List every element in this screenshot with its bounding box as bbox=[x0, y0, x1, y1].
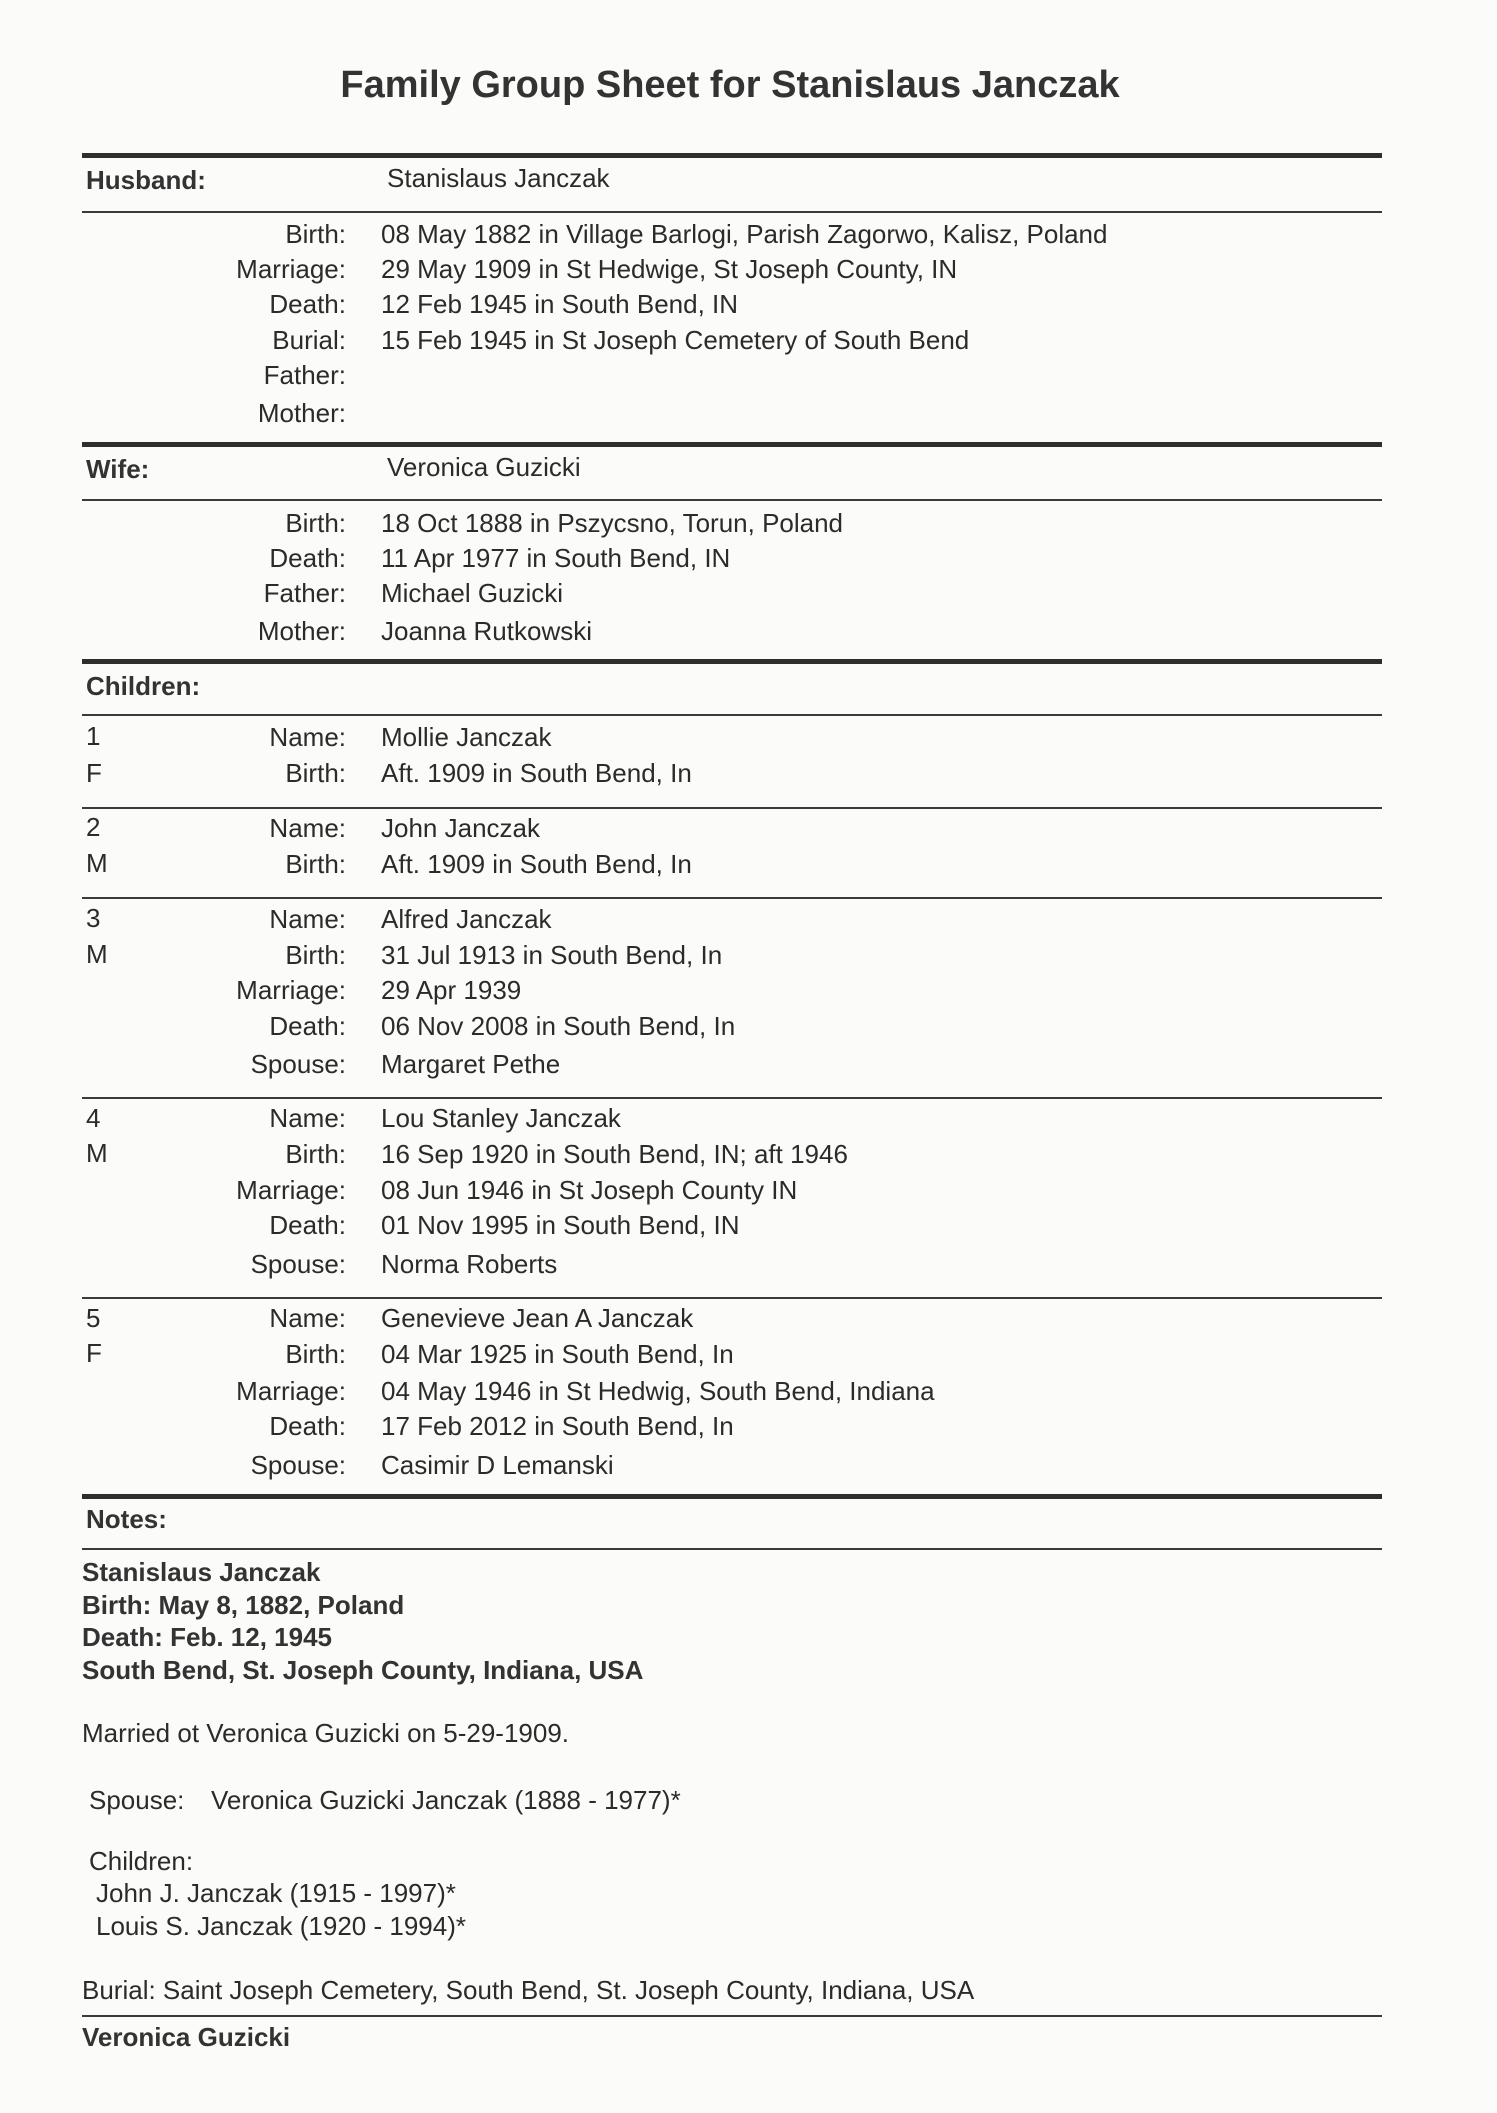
row-divider bbox=[82, 499, 1382, 501]
notes-label: Notes: bbox=[86, 1504, 167, 1534]
fact-label: Birth: bbox=[285, 1339, 346, 1369]
child-sex: M bbox=[86, 1138, 108, 1168]
note-child-line: Louis S. Janczak (1920 - 1994)* bbox=[96, 1911, 466, 1941]
note-bold-line: Birth: May 8, 1882, Poland bbox=[82, 1590, 405, 1620]
fact-label: Father: bbox=[263, 578, 346, 608]
fact-value: Lou Stanley Janczak bbox=[381, 1103, 621, 1133]
fact-value: Aft. 1909 in South Bend, In bbox=[381, 758, 692, 788]
row-divider bbox=[82, 714, 1382, 716]
note-child-line: John J. Janczak (1915 - 1997)* bbox=[96, 1878, 456, 1908]
fact-label: Name: bbox=[269, 813, 346, 843]
fact-label: Birth: bbox=[285, 1139, 346, 1169]
fact-value: Mollie Janczak bbox=[381, 722, 552, 752]
fact-value: Joanna Rutkowski bbox=[381, 616, 592, 646]
fact-value: Norma Roberts bbox=[381, 1249, 558, 1279]
note-married: Married ot Veronica Guzicki on 5-29-1909. bbox=[82, 1718, 570, 1748]
row-divider bbox=[82, 807, 1382, 809]
child-number: 2 bbox=[86, 812, 101, 842]
fact-label: Marriage: bbox=[236, 254, 346, 284]
fact-label: Mother: bbox=[257, 398, 346, 428]
fact-value: 16 Sep 1920 in South Bend, IN; aft 1946 bbox=[381, 1139, 848, 1169]
child-number: 3 bbox=[86, 903, 101, 933]
fact-label: Name: bbox=[269, 722, 346, 752]
fact-label: Marriage: bbox=[236, 1175, 346, 1205]
fact-label: Death: bbox=[269, 1210, 346, 1240]
children-label: Children: bbox=[86, 671, 201, 701]
child-sex: M bbox=[86, 848, 108, 878]
fact-value: 18 Oct 1888 in Pszycsno, Torun, Poland bbox=[381, 508, 844, 538]
fact-label: Father: bbox=[263, 360, 346, 390]
fact-value: Genevieve Jean A Janczak bbox=[381, 1303, 694, 1333]
fact-label: Spouse: bbox=[250, 1049, 346, 1079]
fact-label: Death: bbox=[269, 1011, 346, 1041]
section-divider bbox=[82, 659, 1382, 664]
row-divider bbox=[82, 2015, 1382, 2017]
fact-label: Birth: bbox=[285, 849, 346, 879]
fact-value: 12 Feb 1945 in South Bend, IN bbox=[381, 289, 739, 319]
note-burial: Burial: Saint Joseph Cemetery, South Bend, St. Joseph County, Indiana, USA bbox=[82, 1975, 975, 2005]
husband-label: Husband: bbox=[86, 165, 206, 195]
section-divider bbox=[82, 442, 1382, 447]
fact-label: Marriage: bbox=[236, 975, 346, 1005]
fact-label: Birth: bbox=[285, 940, 346, 970]
row-divider bbox=[82, 1548, 1382, 1550]
fact-value: 31 Jul 1913 in South Bend, In bbox=[381, 940, 723, 970]
fact-value: Casimir D Lemanski bbox=[381, 1450, 614, 1480]
note-spouse-value: Veronica Guzicki Janczak (1888 - 1977)* bbox=[211, 1785, 681, 1815]
child-number: 1 bbox=[86, 721, 101, 751]
note-children-label: Children: bbox=[89, 1846, 194, 1876]
fact-label: Mother: bbox=[257, 616, 346, 646]
child-sex: M bbox=[86, 939, 108, 969]
row-divider bbox=[82, 1097, 1382, 1099]
child-sex: F bbox=[86, 758, 102, 788]
fact-value: 15 Feb 1945 in St Joseph Cemetery of South Bend bbox=[381, 325, 970, 355]
fact-value: Michael Guzicki bbox=[381, 578, 564, 608]
next-note-heading: Veronica Guzicki bbox=[82, 2022, 291, 2052]
fact-label: Name: bbox=[269, 1103, 346, 1133]
section-divider bbox=[82, 153, 1382, 158]
note-bold-line: Stanislaus Janczak bbox=[82, 1557, 321, 1587]
husband-name: Stanislaus Janczak bbox=[387, 163, 610, 193]
row-divider bbox=[82, 897, 1382, 899]
fact-value: 08 Jun 1946 in St Joseph County IN bbox=[381, 1175, 798, 1205]
fact-label: Death: bbox=[269, 289, 346, 319]
wife-label: Wife: bbox=[86, 454, 150, 484]
wife-name: Veronica Guzicki bbox=[387, 452, 581, 482]
note-spouse-label: Spouse: bbox=[89, 1785, 185, 1815]
page-title: Family Group Sheet for Stanislaus Janczak bbox=[340, 64, 1120, 106]
fact-label: Death: bbox=[269, 543, 346, 573]
fact-value: John Janczak bbox=[381, 813, 540, 843]
fact-label: Name: bbox=[269, 1303, 346, 1333]
fact-value: Aft. 1909 in South Bend, In bbox=[381, 849, 692, 879]
fact-value: 17 Feb 2012 in South Bend, In bbox=[381, 1411, 734, 1441]
fact-label: Death: bbox=[269, 1411, 346, 1441]
note-bold-line: Death: Feb. 12, 1945 bbox=[82, 1622, 332, 1652]
fact-value: 29 Apr 1939 bbox=[381, 975, 522, 1005]
note-bold-line: South Bend, St. Joseph County, Indiana, USA bbox=[82, 1655, 644, 1685]
fact-value: 04 Mar 1925 in South Bend, In bbox=[381, 1339, 734, 1369]
fact-value: 06 Nov 2008 in South Bend, In bbox=[381, 1011, 736, 1041]
child-number: 5 bbox=[86, 1303, 101, 1333]
fact-label: Birth: bbox=[285, 219, 346, 249]
row-divider bbox=[82, 211, 1382, 213]
fact-label: Birth: bbox=[285, 758, 346, 788]
fact-value: 29 May 1909 in St Hedwige, St Joseph County, IN bbox=[381, 254, 958, 284]
fact-label: Name: bbox=[269, 904, 346, 934]
row-divider bbox=[82, 1297, 1382, 1299]
section-divider bbox=[82, 1494, 1382, 1499]
fact-label: Birth: bbox=[285, 508, 346, 538]
fact-label: Burial: bbox=[272, 325, 346, 355]
fact-value: 11 Apr 1977 in South Bend, IN bbox=[381, 543, 731, 573]
fact-value: 08 May 1882 in Village Barlogi, Parish Zagorwo, Kalisz, Poland bbox=[381, 219, 1108, 249]
fact-label: Spouse: bbox=[250, 1450, 346, 1480]
fact-value: Alfred Janczak bbox=[381, 904, 552, 934]
fact-value: Margaret Pethe bbox=[381, 1049, 561, 1079]
child-number: 4 bbox=[86, 1103, 101, 1133]
fact-value: 04 May 1946 in St Hedwig, South Bend, Indiana bbox=[381, 1376, 935, 1406]
fact-label: Marriage: bbox=[236, 1376, 346, 1406]
child-sex: F bbox=[86, 1338, 102, 1368]
fact-value: 01 Nov 1995 in South Bend, IN bbox=[381, 1210, 740, 1240]
fact-label: Spouse: bbox=[250, 1249, 346, 1279]
